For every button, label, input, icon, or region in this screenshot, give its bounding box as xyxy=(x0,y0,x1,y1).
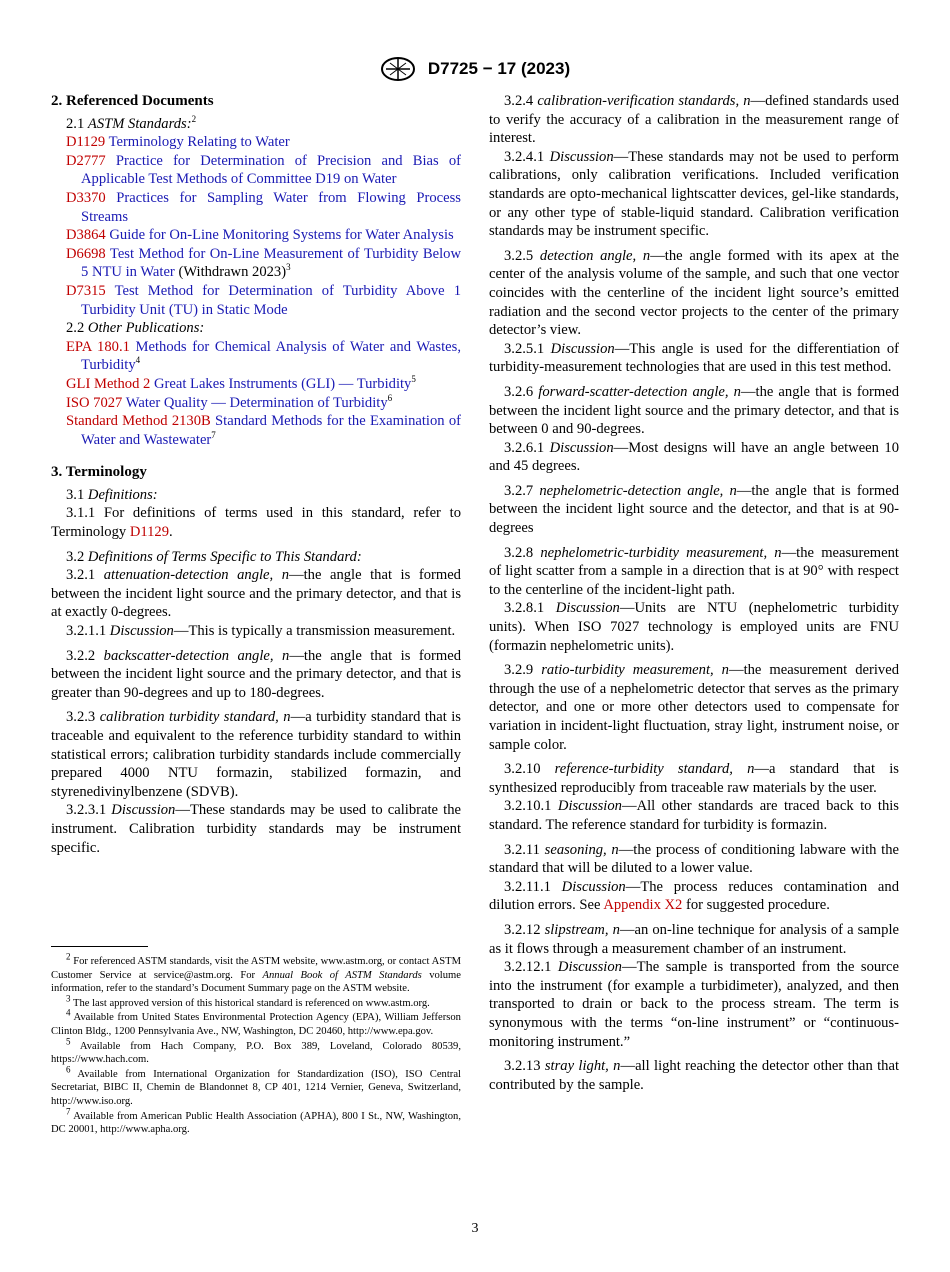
footnote-3: $^3$ The last approved version of this historical standard is referenced on www.astm.org. xyxy=(66,993,430,1009)
para-3-1-1: 3.1.1 For definitions of terms used in this standard, refer to Terminology D1129. xyxy=(51,505,461,541)
ref-epa-180-1[interactable]: EPA 180.1 Methods for Chemical Analysis of Water and Wastes, Turbidity$^4$ xyxy=(66,338,461,374)
footnotes xyxy=(51,951,462,1138)
para-3-2-4-1: 3.2.4.1 Discussion—These standards may not be used to perform calibrations, only calibration verifications. Included verification standards are opto-mechanical lightscatter devices, gel-like standards, or any other type of stable-liquid standard. Calibration verification standards may be instrument specific. xyxy=(489,148,899,240)
para-3-2-1-1: 3.2.1.1 Discussion—This is typically a transmission measurement. xyxy=(66,623,456,640)
para-3-2-8-1: 3.2.8.1 Discussion—Units are NTU (nephelometric turbidity units). When ISO 7027 technology is employed units are FNU (formazin nephelometric units). xyxy=(489,600,899,654)
para-3-2-6: 3.2.6 forward-scatter-detection angle, n—the angle that is formed between the incident light source and the primary detector, and that is between 0 and 90-degrees. xyxy=(489,383,899,438)
footnote-2: $^2$ For referenced ASTM standards, visit the ASTM website, www.astm.org, or contact ASTM Customer Service at service@astm.org. For Annual Book of ASTM Standards volume information, refer to the standard’s Document Summary page on the ASTM website. xyxy=(51,951,462,995)
document-id: D7725 − 17 (2023) xyxy=(427,59,571,78)
para-3-2-5: 3.2.5 detection angle, n—the angle formed with its apex at the center of the analysis volume of the sample, and such that one vector coincides with the centerline of the incident light source’s emitted radiation and the second vector projects to the center of the primary detector’s view. xyxy=(489,247,899,339)
para-3-2-3: 3.2.3 calibration turbidity standard, n—a turbidity standard that is traceable and equivalent to the reference turbidity standard to within statistical errors; calibration turbidity standards include commercially prepared 4000 NTU formazin, stabilized formazin, and styrenedivinylbenzene (SDVB). xyxy=(51,709,461,800)
ref-d1129[interactable]: D1129 Terminology Relating to Water xyxy=(66,134,290,151)
ref-d3864[interactable]: D3864 Guide for On-Line Monitoring Systems for Water Analysis xyxy=(66,227,454,244)
para-2-1: 2.1 ASTM Standards:$^2$ xyxy=(66,113,197,132)
para-3-2-7: 3.2.7 nephelometric-detection angle, n—the angle that is formed between the incident light source and the detector, and that is at 90-degrees xyxy=(489,482,899,537)
section-3-heading: 3. Terminology xyxy=(51,464,147,481)
para-3-2-8: 3.2.8 nephelometric-turbidity measurement, n—the measurement of light scatter from a sample in a direction that is at 90° with respect to the centerline of the incident-light path. xyxy=(489,544,899,598)
footnote-5: $^5$ Available from Hach Company, P.O. Box 389, Loveland, Colorado 80539, https://www.hach.com. xyxy=(51,1036,461,1066)
link-d1129[interactable]: D1129 xyxy=(129,524,170,541)
para-3-2-10-1: 3.2.10.1 Discussion—All other standards are traced back to this standard. The reference standard for turbidity is formazin. xyxy=(489,798,899,833)
ref-d6698[interactable]: D6698 Test Method for On-Line Measurement of Turbidity Below 5 NTU in Water (Withdrawn 2023)$^3$ xyxy=(66,245,461,281)
para-3-2-10: 3.2.10 reference-turbidity standard, n—a standard that is synthesized reproducibly from traceable raw materials by the user. xyxy=(489,761,899,796)
astm-logo-icon xyxy=(380,56,416,82)
para-3-2-11: 3.2.11 seasoning, n—the process of conditioning labware with the standard that will be diluted to a lower value. xyxy=(489,841,900,877)
para-2-2: 2.2 Other Publications: xyxy=(66,320,205,337)
para-3-2-12-1: 3.2.12.1 Discussion—The sample is transported from the source into the instrument (for example a turbidimeter), analyzed, and then transported to drain or back to the process stream. The term is synonymous with the terms “on-line instrument” or “continuous-monitoring instrument.” xyxy=(489,959,899,1050)
footnote-4: $^4$ Available from United States Environmental Protection Agency (EPA), William Jefferson Clinton Bldg., 1200 Pennsylvania Ave., NW, Washington, DC 20460, http://www.epa.gov. xyxy=(51,1007,461,1037)
para-3-2-12: 3.2.12 slipstream, n—an on-line technique for analysis of a sample as it flows through a measurement chamber of an instrument. xyxy=(489,921,899,957)
right-column xyxy=(489,92,899,1094)
page-number: 3 xyxy=(471,1221,479,1236)
ref-d7315[interactable]: D7315 Test Method for Determination of Turbidity Above 1 Turbidity Unit (TU) in Static Mode xyxy=(66,282,461,318)
para-3-2: 3.2 Definitions of Terms Specific to This Standard: xyxy=(66,548,362,565)
ref-gli-method-2[interactable]: GLI Method 2 Great Lakes Instruments (GLI) — Turbidity$^5$ xyxy=(66,374,416,392)
ref-d2777[interactable]: D2777 Practice for Determination of Precision and Bias of Applicable Test Methods of Committee D19 on Water xyxy=(66,152,461,188)
para-3-2-11-1: 3.2.11.1 Discussion—The process reduces contamination and dilution errors. See Appendix X2 for suggested procedure. xyxy=(489,878,899,914)
ref-d3370[interactable]: D3370 Practices for Sampling Water from Flowing Process Streams xyxy=(66,189,461,225)
section-2-heading: 2. Referenced Documents xyxy=(51,93,214,109)
link-appendix-x2[interactable]: Appendix X2 xyxy=(603,897,683,914)
para-3-2-5-1: 3.2.5.1 Discussion—This angle is used for the differentiation of turbidity-measurement technologies that are used in this test method. xyxy=(489,340,899,376)
ref-iso-7027[interactable]: ISO 7027 Water Quality — Determination of Turbidity$^6$ xyxy=(66,392,393,411)
footnote-7: $^7$ Available from American Public Health Association (APHA), 800 I St., NW, Washington, DC 20001, http://www.apha.org. xyxy=(51,1106,461,1136)
footnote-6: $^6$ Available from International Organization for Standardization (ISO), ISO Central Secretariat, BIBC II, Chemin de Blandonnet 8, CP 401, 1214 Vernier, Geneva, Switzerland, http://www.iso.org. xyxy=(51,1064,461,1107)
para-3-2-6-1: 3.2.6.1 Discussion—Most designs will have an angle between 10 and 45 degrees. xyxy=(489,439,899,475)
ref-standard-method-2130b[interactable]: Standard Method 2130B Standard Methods for the Examination of Water and Wastewater$^7$ xyxy=(66,413,461,448)
left-column xyxy=(51,92,461,857)
para-3-2-4: 3.2.4 calibration-verification standards, n—defined standards used to verify the accuracy of a calibration in the measurement range of interest. xyxy=(489,93,899,147)
para-3-2-13: 3.2.13 stray light, n—all light reaching the detector other than that contributed by the sample. xyxy=(489,1058,900,1093)
para-3-1: 3.1 Definitions: xyxy=(66,486,158,503)
page-header xyxy=(0,56,950,86)
para-3-2-2: 3.2.2 backscatter-detection angle, n—the angle that is formed between the incident light source and the primary detector, and that is greater than 90-degrees and up to 180-degrees. xyxy=(51,647,461,701)
para-3-2-9: 3.2.9 ratio-turbidity measurement, n—the measurement derived through the use of a nephelometric detector that serves as the primary detector, and one or more other detectors used to compensate for variation in incident-light fluctuation, stray light, instrument noise, or sample color. xyxy=(489,662,900,753)
footnote-divider xyxy=(51,946,148,947)
para-3-2-3-1: 3.2.3.1 Discussion—These standards may be used to calibrate the instrument. Calibration turbidity standards may be instrument specific. xyxy=(51,802,461,856)
para-3-2-1: 3.2.1 attenuation-detection angle, n—the angle that is formed between the incident light source and the primary detector, and that is at exactly 0-degrees. xyxy=(51,567,461,621)
